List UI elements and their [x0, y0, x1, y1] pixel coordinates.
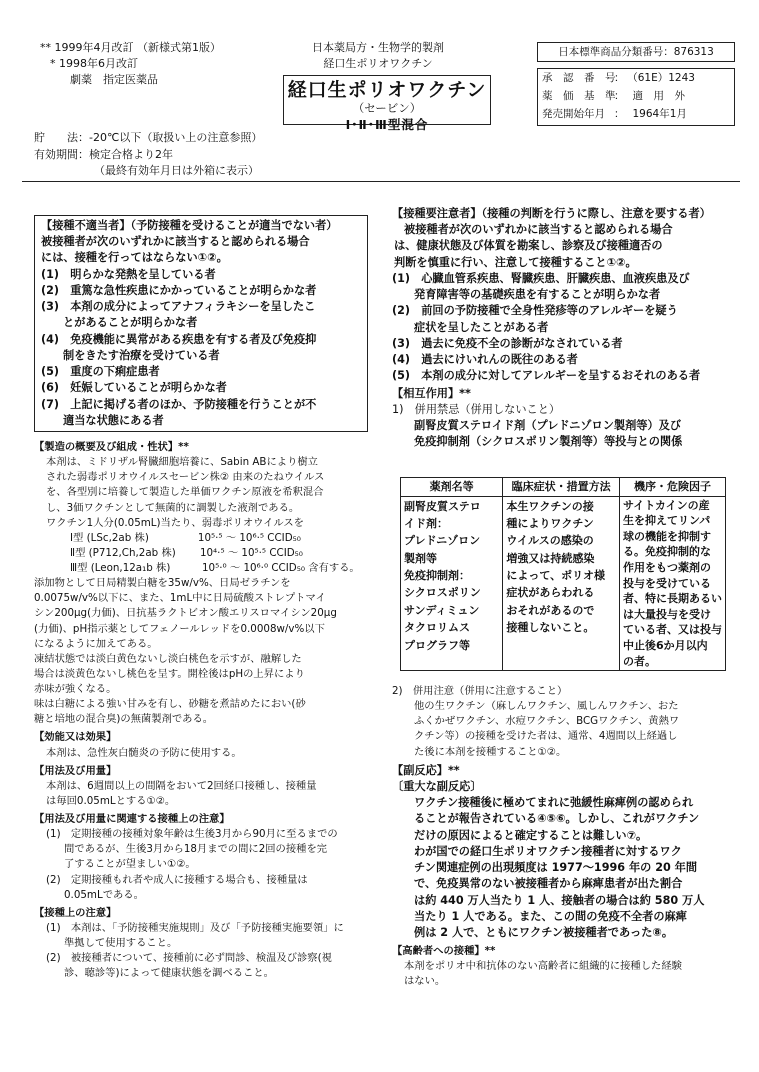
concomitant-line: ふくかぜワクチン、水痘ワクチン、BCGワクチン、黄熱ワ: [414, 715, 680, 728]
product-type: Ⅰ･Ⅱ･Ⅲ型混合: [345, 117, 429, 133]
caution-line: (3) 過去に免疫不全の診断がなされている者: [392, 336, 623, 350]
adverse-line: わが国での経口生ポリオワクチン接種者に対するワク: [414, 844, 682, 858]
drug-category: 劇薬 指定医薬品: [70, 72, 158, 86]
standard-block: [303, 40, 453, 72]
strain-titer: 10⁵·⁵ ～ 10⁶·⁵ CCID₅₀: [197, 531, 301, 544]
mechanism-line: ている者、又は投与: [623, 623, 722, 637]
symptom-line: 本生ワクチンの接: [506, 499, 594, 513]
adverse-line: チン関連症例の出現頻度は 1977～1996 年の 20 年間: [414, 861, 698, 875]
precautions-line: (1) 本剤は、「予防接種実施規則」及び「予防接種実施要領」に: [46, 921, 344, 934]
drug-line: 免疫抑制剤：: [404, 569, 470, 583]
adverse-line: で、免疫異常のない被接種者から麻痺患者が出た割合: [414, 877, 683, 891]
strain-name: (Leon,12a₁b 株): [90, 562, 171, 574]
adverse-line: 例は 2 人で、ともにワクチン被接種者であった⑧。: [414, 925, 674, 939]
drug-line: 副腎皮質ステロ: [404, 499, 481, 513]
mechanism-line: は大量投与を受け: [623, 607, 711, 621]
concomitant-line: 他の生ワクチン（麻しんワクチン、風しんワクチン、おた: [414, 700, 679, 713]
dosage-precautions-line: 了することが望ましい①②。: [64, 858, 196, 871]
dosage-line: は毎回0.05mLとする①②。: [46, 794, 176, 807]
efficacy-text: 本剤は、急性灰白髄炎の予防に使用する。: [46, 746, 242, 759]
interactions-desc: 免疫抑制剤（シクロスポリン製剤等）等投与との関係: [414, 435, 683, 449]
mechanism-line: 生を抑えてリンパ: [623, 514, 711, 528]
header-divider: [22, 181, 740, 182]
concomitant-heading: 2) 併用注意（併用に注意すること）: [392, 685, 568, 697]
table-header-row: [401, 478, 726, 497]
caution-line: 発育障害等の基礎疾患を有することが明らかな者: [414, 288, 661, 302]
dosage-precautions-heading: 【用法及び用量に関連する接種上の注意】: [34, 813, 230, 825]
strain-name: (LSc,2ab 株): [86, 531, 149, 544]
table-cell-symptoms: [503, 496, 620, 671]
revision-line: * 1998年6月改訂: [50, 56, 138, 70]
dosage-precautions-line: 間であるが、生後3月から18月までの間に2回の接種を完: [64, 843, 328, 856]
approval-value: （61E）1243: [632, 72, 695, 84]
right-body: [392, 206, 732, 451]
elderly-line: はない。: [404, 975, 446, 988]
mechanism-line: 中止後6か月以内: [623, 639, 708, 653]
composition-heading: 【製造の概要及び組成・性状】**: [34, 441, 189, 453]
approval-value: 1964年1月: [632, 108, 687, 120]
approval-label: 薬 価 基 準: [542, 90, 616, 102]
symptom-line: 種によりワクチン: [506, 516, 594, 530]
composition-line: になるように加えてある。: [34, 637, 158, 650]
revision-block: [40, 40, 221, 88]
contraindications-line: には、接種を行ってはならない①②。: [41, 251, 228, 265]
adverse-line: だけの原因によると確定することは難しい⑦。: [414, 828, 648, 842]
contraindications-heading: 【接種不適当者】（予防接種を受けることが適当でない者）: [41, 219, 338, 232]
mechanism-line: の者。: [623, 654, 656, 668]
strain-titer: 10⁴·⁵ ～ 10⁵·⁵ CCID₅₀: [199, 546, 303, 559]
caution-line: (4) 過去にけいれんの既往のある者: [392, 353, 578, 367]
dosage-line: 本剤は、6週間以上の間隔をおいて2回経口接種し、接種量: [46, 779, 317, 792]
product-title: 経口生ポリオワクチン: [287, 79, 487, 101]
composition-line: 凍結状態では淡白黄色ないし淡白桃色を示すが、融解した: [34, 652, 302, 665]
precautions-line: (2) 被接種者について、接種前に必ず問診、検温及び診察(視: [46, 952, 332, 965]
symptom-line: によって、ポリオ様: [506, 569, 606, 583]
contraindications-line: (6) 妊娠していることが明らかな者: [41, 381, 227, 395]
contraindications-line: (7) 上記に掲げる者のほか、予防接種を行うことが不: [41, 397, 317, 411]
contraindications-line: (3) 本剤の成分によってアナフィラキシーを呈したこ: [41, 300, 316, 314]
symptom-line: おそれがあるので: [506, 603, 595, 617]
strain-name: (P712,Ch,2ab 株): [88, 546, 176, 559]
table-header-cell: 機序・危険因子: [620, 478, 726, 497]
strain-titer: 10⁵·⁰ ～ 10⁶·⁰ CCID₅₀ 含有する。: [201, 562, 360, 574]
dosage-precautions-line: 0.05mLである。: [64, 888, 144, 901]
storage-block: [34, 130, 262, 180]
symptom-line: 接種しないこと。: [506, 621, 595, 635]
mechanism-line: 作用をもつ薬剤の: [623, 561, 711, 575]
contraindications-line: 適当な状態にある者: [63, 413, 164, 427]
composition-line: を、各型別に培養して製造した単価ワクチン原液を希釈混合: [46, 486, 324, 499]
composition-line: し、3価ワクチンとして無菌的に調製した液剤である。: [46, 501, 300, 514]
composition-line: (力価)、pH指示薬としてフェノールレッドを0.0008w/v%以下: [34, 622, 325, 635]
contraindications-line: とがあることが明らかな者: [63, 316, 198, 330]
contraindications-line: 制をきたす治療を受けている者: [63, 348, 220, 362]
contraindications-line: (5) 重度の下痢症患者: [41, 365, 160, 379]
contraindications-line: (4) 免疫機能に異常がある疾患を有する者及び免疫抑: [41, 332, 317, 346]
caution-heading: 【接種要注意者】（接種の判断を行うに際し、注意を要する者）: [392, 207, 711, 220]
concomitant-line: クチン等）の接種を受けた者は、通常、4週間以上経過し: [414, 730, 678, 743]
adverse-heading: 【副反応】**: [392, 763, 460, 777]
interactions-sub1: 1) 併用禁忌（併用しないこと）: [392, 402, 561, 416]
interactions-heading: 【相互作用】**: [392, 386, 471, 400]
concomitant-line: た後に本剤を接種すること①②。: [414, 745, 567, 758]
table-row: [401, 496, 726, 671]
mechanism-line: 投与を受けている: [623, 576, 711, 590]
table-cell-mechanism: [620, 496, 726, 671]
mechanism-line: 球の機能を抑制す: [623, 529, 711, 543]
elderly-heading: 【高齢者への接種】**: [392, 945, 496, 958]
approval-label: 承 認 番 号: [542, 72, 616, 84]
caution-line: 症状を呈したことがある者: [414, 320, 549, 334]
left-body: [34, 440, 370, 981]
caution-line: (5) 本剤の成分に対してアレルギーを呈するおそれのある者: [392, 369, 701, 383]
adverse-subheading: 〔重大な副反応〕: [392, 779, 482, 793]
strain-row: [34, 546, 370, 561]
composition-line: ワクチン1人分(0.05mL)当たり、弱毒ポリオウイルスを: [46, 516, 304, 529]
adverse-line: 当たり 1 人である。また、この間の免疫不全者の麻痺: [414, 909, 687, 923]
caution-line: 判断を慎重に行い、注意して接種すること①②。: [394, 255, 637, 269]
drug-line: サンディミュン: [404, 603, 480, 617]
contraindications-box: [34, 215, 368, 432]
drug-line: シクロスポリン: [404, 586, 481, 600]
classification-number: 日本標準商品分類番号：876313: [558, 46, 714, 58]
subtitle-block: [283, 100, 491, 134]
caution-line: (1) 心臓血管系疾患、腎臓疾患、肝臓疾患、血液疾患及び: [392, 271, 690, 285]
contraindications-line: 被接種者が次のいずれかに該当すると認められる場合: [41, 235, 310, 249]
composition-line: 場合は淡黄色ないし桃色を呈す。開栓後はpHの上昇により: [34, 667, 305, 680]
table-cell-drug: [401, 496, 503, 671]
drug-line: 製剤等: [404, 551, 437, 565]
composition-line: 添加物として日局精製白糖を35w/v%、日局ゼラチンを: [34, 577, 291, 590]
composition-line: 本剤は、ミドリザル腎臓細胞培養に、Sabin ABにより樹立: [46, 456, 318, 469]
adverse-line: ワクチン接種後に極めてまれに弛緩性麻痺例の認められ: [414, 796, 694, 810]
approval-row: 薬 価 基 準： 適 用 外: [538, 87, 734, 105]
mechanism-line: サイトカインの産: [623, 498, 710, 512]
mechanism-line: る。免疫抑制的な: [623, 545, 711, 559]
symptom-line: 増強又は持続感染: [506, 551, 595, 565]
storage-info: 貯 法：-20℃以下（取扱い上の注意参照）: [34, 131, 263, 144]
caution-line: は、健康状態及び体質を勘案し、診察及び接種適否の: [394, 239, 663, 253]
composition-line: された弱毒ポリオウイルスセービン株② 由来のたねウイルス: [46, 471, 325, 484]
efficacy-heading: 【効能又は効果】: [34, 731, 117, 744]
strain-row: [34, 531, 370, 546]
pharmacopoeia-standard: 日本薬局方・生物学的製剤: [312, 41, 444, 54]
precautions-line: 準拠して使用すること。: [64, 937, 178, 949]
approval-label: 発売開始年月: [542, 108, 605, 120]
table-header-cell: 薬剤名等: [401, 478, 503, 497]
composition-line: 0.0075w/v%以下に、また、1mL中に日局硫酸ストレプトマイ: [34, 592, 326, 605]
strain-row: [34, 561, 370, 576]
composition-line: 赤味が強くなる。: [34, 683, 117, 695]
adverse-line: ることが報告されている④⑤⑥。しかし、これがワクチン: [414, 812, 700, 826]
dosage-precautions-line: (2) 定期接種もれ者や成人に接種する場合も、接種量は: [46, 873, 308, 886]
right-body-lower: [392, 684, 732, 990]
caution-line: 被接種者が次のいずれかに該当すると認められる場合: [404, 223, 673, 237]
contraindications-line: (1) 明らかな発熱を呈している者: [41, 267, 216, 281]
dosage-precautions-line: (1) 定期接種の接種対象年齢は生後3月から90月に至るまでの: [46, 828, 338, 841]
strain-type: Ⅰ型: [70, 531, 84, 544]
drug-line: プレドニゾロン: [404, 534, 481, 548]
elderly-line: 本剤をポリオ中和抗体のない高齢者に組織的に接種した経験: [404, 960, 682, 973]
caution-line: (2) 前回の予防接種で全身性発疹等のアレルギーを疑う: [392, 304, 678, 318]
interactions-table: [400, 477, 726, 671]
approval-row: 発売開始年月 ： 1964年1月: [538, 105, 734, 123]
strain-type: Ⅱ型: [70, 546, 86, 559]
symptom-line: ウイルスの感染の: [506, 534, 594, 548]
composition-line: 糖と培地の混合臭)の無菌製剤である。: [34, 713, 214, 726]
drug-line: タクロリムス: [404, 621, 470, 635]
classification-box: [537, 42, 735, 62]
approval-row: 承 認 番 号： （61E）1243: [538, 69, 734, 87]
precautions-heading: 【接種上の注意】: [34, 906, 117, 919]
validity-info: 有効期間：検定合格より2年: [34, 147, 173, 161]
interactions-desc: 副腎皮質ステロイド剤（プレドニゾロン製剤等）及び: [414, 419, 682, 433]
drug-line: プログラフ等: [404, 638, 470, 652]
product-subtitle: （セービン）: [352, 101, 422, 115]
revision-line: ** 1999年4月改訂 （新様式第1版）: [40, 41, 221, 54]
approval-box: [537, 68, 735, 126]
composition-line: 味は白糖による強い甘みを有し、砂糖を煮詰めたにおい(砂: [34, 698, 306, 711]
generic-name: 経口生ポリオワクチン: [323, 56, 433, 70]
symptom-line: 症状があらわれる: [506, 586, 595, 600]
composition-line: シン200μg(力価)、日抗基ラクトビオン酸エリスロマイシン20μg: [34, 607, 337, 620]
adverse-line: は約 440 万人当たり 1 人、接触者の場合は約 580 万人: [414, 893, 705, 907]
dosage-heading: 【用法及び用量】: [34, 764, 117, 777]
strain-type: Ⅲ型: [70, 562, 88, 574]
contraindications-line: (2) 重篤な急性疾患にかかっていることが明らかな者: [41, 283, 317, 297]
validity-note: （最終有効年月日は外箱に表示）: [94, 164, 259, 177]
drug-line: イド剤：: [404, 516, 448, 530]
mechanism-line: 者、特に長期あるい: [623, 592, 722, 606]
table-header-cell: 臨床症状・措置方法: [503, 478, 620, 497]
precautions-line: 診、聴診等)によって健康状態を調べること。: [64, 967, 274, 980]
approval-value: 適 用 外: [632, 90, 685, 102]
